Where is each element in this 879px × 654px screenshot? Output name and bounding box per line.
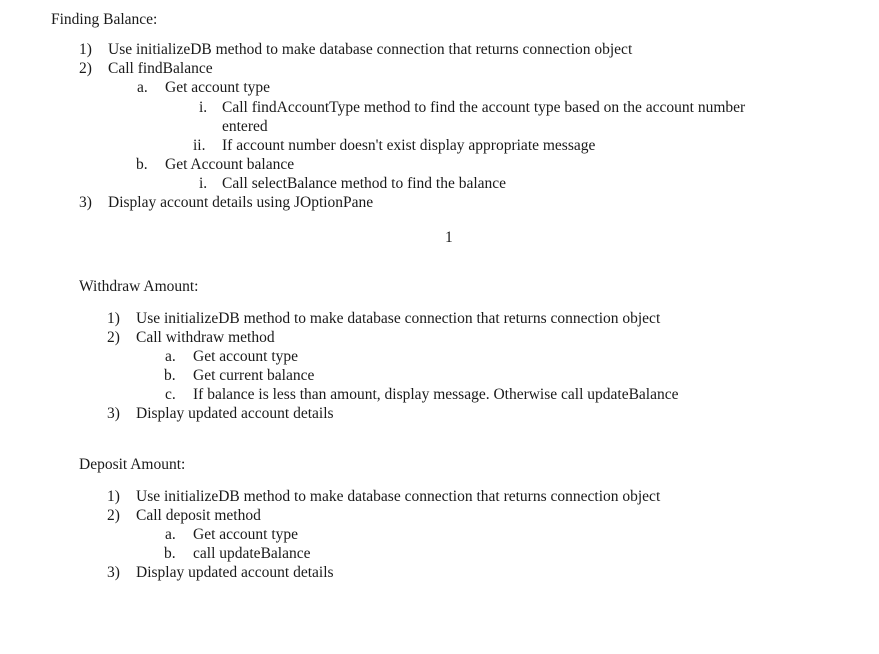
list-text: Get account type <box>193 348 299 365</box>
withdraw-step-1 <box>107 309 661 328</box>
page-number: 1 <box>445 229 453 246</box>
list-text: Get account type <box>165 79 271 96</box>
withdraw-step-2b <box>164 366 315 385</box>
finding-balance-step-2b <box>136 155 295 174</box>
list-text: Call findAccountType method to find the account type based on the account number <box>222 99 746 116</box>
deposit-step-1 <box>107 487 661 506</box>
finding-balance-step-2 <box>79 59 213 78</box>
list-text: Display account details using JOptionPane <box>108 194 374 211</box>
list-text: Use initializeDB method to make database connection that returns connection object <box>136 488 661 505</box>
list-number: 3) <box>107 405 120 422</box>
deposit-step-2b <box>164 544 311 563</box>
list-number: i. <box>199 99 208 116</box>
finding-balance-step-1 <box>79 40 633 59</box>
finding-balance-step-2a-i <box>199 98 746 117</box>
finding-balance-step-2a-i-continuation: entered <box>222 118 268 135</box>
list-number: c. <box>165 386 176 403</box>
withdraw-step-3 <box>107 404 334 423</box>
list-text: Get Account balance <box>165 156 295 173</box>
finding-balance-step-2a <box>137 78 271 97</box>
withdraw-step-2 <box>107 328 275 347</box>
list-text: Use initializeDB method to make database connection that returns connection object <box>108 41 633 58</box>
list-text: Display updated account details <box>136 564 334 581</box>
finding-balance-heading: Finding Balance: <box>51 11 158 28</box>
list-text: Use initializeDB method to make database connection that returns connection object <box>136 310 661 327</box>
list-number: a. <box>165 348 176 365</box>
list-number: b. <box>136 156 148 173</box>
list-number: ii. <box>193 137 206 154</box>
list-number: b. <box>164 545 176 562</box>
deposit-step-2 <box>107 506 261 525</box>
list-text: Display updated account details <box>136 405 334 422</box>
list-number: b. <box>164 367 176 384</box>
deposit-amount-heading: Deposit Amount: <box>79 456 186 473</box>
list-text: Get current balance <box>193 367 315 384</box>
list-text: If balance is less than amount, display message. Otherwise call updateBalance <box>193 386 679 403</box>
deposit-step-2a <box>165 525 299 544</box>
finding-balance-step-2a-ii <box>193 136 596 155</box>
list-number: a. <box>165 526 176 543</box>
list-number: i. <box>199 175 208 192</box>
withdraw-step-2c <box>165 385 679 404</box>
list-text: Call withdraw method <box>136 329 275 346</box>
list-number: a. <box>137 79 148 96</box>
withdraw-step-2a <box>165 347 299 366</box>
list-number: 2) <box>107 507 120 524</box>
finding-balance-step-2b-i <box>199 174 507 193</box>
withdraw-amount-heading: Withdraw Amount: <box>79 278 199 295</box>
list-text: Call selectBalance method to find the balance <box>222 175 507 192</box>
list-number: 1) <box>79 41 92 58</box>
list-text: Get account type <box>193 526 299 543</box>
deposit-step-3 <box>107 563 334 582</box>
list-text: Call findBalance <box>108 60 213 77</box>
list-number: 2) <box>79 60 92 77</box>
list-number: 3) <box>79 194 92 211</box>
finding-balance-step-3 <box>79 193 374 212</box>
list-text: call updateBalance <box>193 545 311 562</box>
list-number: 1) <box>107 488 120 505</box>
list-number: 2) <box>107 329 120 346</box>
list-number: 1) <box>107 310 120 327</box>
list-text: Call deposit method <box>136 507 261 524</box>
list-number: 3) <box>107 564 120 581</box>
list-text: If account number doesn't exist display appropriate message <box>222 137 596 154</box>
